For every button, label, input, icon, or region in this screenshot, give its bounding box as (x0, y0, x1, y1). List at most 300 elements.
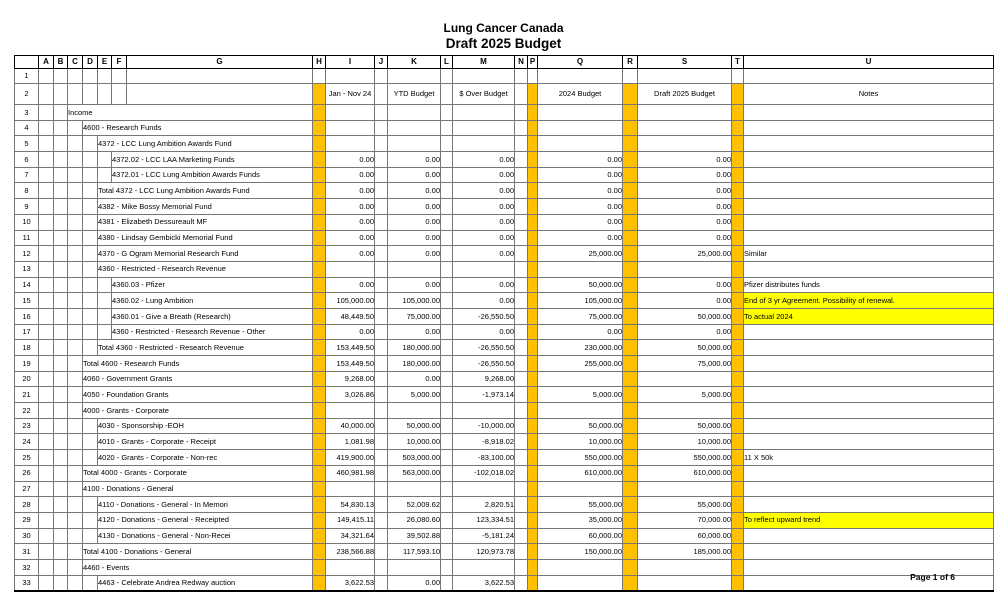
cell-Q5 (538, 136, 623, 152)
cell-Q1 (538, 69, 623, 84)
cell-K4 (388, 120, 441, 136)
cell-N30 (515, 528, 528, 544)
band-P6 (528, 152, 538, 168)
cell-S20 (638, 371, 732, 387)
cell-I33: 3,622.53 (326, 575, 375, 591)
cell-C28 (68, 497, 83, 513)
column-letter-D: D (83, 56, 98, 69)
cell-B13 (54, 261, 68, 277)
column-letter-J: J (375, 56, 388, 69)
header-notes: Notes (744, 84, 994, 105)
band-T24 (732, 434, 744, 450)
cell-K7: 0.00 (388, 167, 441, 183)
row-number-7: 7 (15, 167, 39, 183)
band-P21 (528, 387, 538, 403)
account-label-row21: 4050 - Foundation Grants (83, 387, 313, 403)
cell-I25: 419,900.00 (326, 450, 375, 466)
band-P12 (528, 246, 538, 262)
row-number-28: 28 (15, 497, 39, 513)
band-P31 (528, 544, 538, 560)
cell-J2 (375, 84, 388, 105)
cell-L11 (441, 230, 453, 246)
cell-A31 (39, 544, 54, 560)
cell-A25 (39, 450, 54, 466)
cell-N22 (515, 403, 528, 419)
cell-S14: 0.00 (638, 277, 732, 293)
band-R16 (623, 308, 638, 324)
cell-D2 (83, 84, 98, 105)
cell-K9: 0.00 (388, 199, 441, 215)
band-R7 (623, 167, 638, 183)
cell-L26 (441, 465, 453, 481)
cell-J31 (375, 544, 388, 560)
row-number-8: 8 (15, 183, 39, 199)
cell-N6 (515, 152, 528, 168)
cell-B30 (54, 528, 68, 544)
account-label-row33: 4463 - Celebrate Andrea Redway auction (98, 575, 313, 591)
column-letter-C: C (68, 56, 83, 69)
cell-B2 (54, 84, 68, 105)
cell-A4 (39, 120, 54, 136)
band-T10 (732, 214, 744, 230)
cell-J12 (375, 246, 388, 262)
cell-N13 (515, 261, 528, 277)
cell-C15 (68, 293, 83, 309)
band-T16 (732, 308, 744, 324)
cell-K25: 503,000.00 (388, 450, 441, 466)
note-cell-row31 (744, 544, 994, 560)
band-R10 (623, 214, 638, 230)
band-R28 (623, 497, 638, 513)
cell-B29 (54, 512, 68, 528)
row-number-17: 17 (15, 324, 39, 340)
cell-A29 (39, 512, 54, 528)
row-number-22: 22 (15, 403, 39, 419)
row-number-23: 23 (15, 418, 39, 434)
cell-J18 (375, 340, 388, 356)
band-P28 (528, 497, 538, 513)
cell-C12 (68, 246, 83, 262)
band-P2 (528, 84, 538, 105)
cell-D12 (83, 246, 98, 262)
row-number-4: 4 (15, 120, 39, 136)
row-number-10: 10 (15, 214, 39, 230)
row-number-2: 2 (15, 84, 39, 105)
cell-B19 (54, 356, 68, 372)
cell-K5 (388, 136, 441, 152)
cell-N26 (515, 465, 528, 481)
row-number-1: 1 (15, 69, 39, 84)
account-label-row5: 4372 - LCC Lung Ambition Awards Fund (98, 136, 313, 152)
cell-J28 (375, 497, 388, 513)
band-R8 (623, 183, 638, 199)
account-label-row12: 4370 - G Ogram Memorial Research Fund (98, 246, 313, 262)
cell-Q22 (538, 403, 623, 419)
band-P17 (528, 324, 538, 340)
band-H29 (313, 512, 326, 528)
cell-K11: 0.00 (388, 230, 441, 246)
cell-M26: -102,018.02 (453, 465, 515, 481)
cell-B12 (54, 246, 68, 262)
band-P20 (528, 371, 538, 387)
band-H7 (313, 167, 326, 183)
cell-T1 (732, 69, 744, 84)
cell-S17: 0.00 (638, 324, 732, 340)
band-H22 (313, 403, 326, 419)
row-number-30: 30 (15, 528, 39, 544)
cell-Q19: 255,000.00 (538, 356, 623, 372)
cell-N31 (515, 544, 528, 560)
cell-J11 (375, 230, 388, 246)
account-label-row29: 4120 - Donations - General - Receipted (98, 512, 313, 528)
band-R19 (623, 356, 638, 372)
account-label-row14: 4360.03 - Pfizer (112, 277, 313, 293)
cell-M28: 2,820.51 (453, 497, 515, 513)
band-P18 (528, 340, 538, 356)
cell-D24 (83, 434, 98, 450)
note-cell-row4 (744, 120, 994, 136)
note-cell-row21 (744, 387, 994, 403)
cell-A5 (39, 136, 54, 152)
cell-C10 (68, 214, 83, 230)
cell-M9: 0.00 (453, 199, 515, 215)
cell-Q17: 0.00 (538, 324, 623, 340)
cell-Q8: 0.00 (538, 183, 623, 199)
cell-L6 (441, 152, 453, 168)
note-cell-row24 (744, 434, 994, 450)
band-R31 (623, 544, 638, 560)
row-number-26: 26 (15, 465, 39, 481)
cell-S31: 185,000.00 (638, 544, 732, 560)
cell-L28 (441, 497, 453, 513)
cell-S7: 0.00 (638, 167, 732, 183)
cell-G2 (127, 84, 313, 105)
cell-N20 (515, 371, 528, 387)
cell-C17 (68, 324, 83, 340)
account-label-row22: 4000 - Grants - Corporate (83, 403, 313, 419)
cell-I8: 0.00 (326, 183, 375, 199)
cell-B1 (54, 69, 68, 84)
cell-L4 (441, 120, 453, 136)
cell-B28 (54, 497, 68, 513)
cell-K3 (388, 105, 441, 121)
cell-C6 (68, 152, 83, 168)
row-number-15: 15 (15, 293, 39, 309)
cell-Q3 (538, 105, 623, 121)
account-label-row26: Total 4000 - Grants - Corporate (83, 465, 313, 481)
cell-I18: 153,449.50 (326, 340, 375, 356)
cell-L27 (441, 481, 453, 497)
account-label-row10: 4381 - Elizabeth Dessureault MF (98, 214, 313, 230)
cell-E7 (98, 167, 112, 183)
cell-B14 (54, 277, 68, 293)
account-label-row17: 4360 - Restricted - Research Revenue - Other (112, 324, 313, 340)
cell-K21: 5,000.00 (388, 387, 441, 403)
band-R23 (623, 418, 638, 434)
cell-N24 (515, 434, 528, 450)
cell-I19: 153,449.50 (326, 356, 375, 372)
cell-N1 (515, 69, 528, 84)
cell-C16 (68, 308, 83, 324)
cell-S28: 55,000.00 (638, 497, 732, 513)
cell-M4 (453, 120, 515, 136)
cell-K17: 0.00 (388, 324, 441, 340)
cell-D30 (83, 528, 98, 544)
cell-J25 (375, 450, 388, 466)
cell-I12: 0.00 (326, 246, 375, 262)
cell-K24: 10,000.00 (388, 434, 441, 450)
cell-M3 (453, 105, 515, 121)
band-P26 (528, 465, 538, 481)
band-H16 (313, 308, 326, 324)
cell-I28: 54,830.13 (326, 497, 375, 513)
band-P4 (528, 120, 538, 136)
cell-I22 (326, 403, 375, 419)
band-T3 (732, 105, 744, 121)
account-label-row3: Income (68, 105, 313, 121)
row-number-3: 3 (15, 105, 39, 121)
row-number-18: 18 (15, 340, 39, 356)
cell-C4 (68, 120, 83, 136)
band-P16 (528, 308, 538, 324)
cell-B18 (54, 340, 68, 356)
cell-Q25: 550,000.00 (538, 450, 623, 466)
note-cell-row3 (744, 105, 994, 121)
cell-S18: 50,000.00 (638, 340, 732, 356)
band-T12 (732, 246, 744, 262)
cell-A3 (39, 105, 54, 121)
cell-A24 (39, 434, 54, 450)
band-P5 (528, 136, 538, 152)
cell-K19: 180,000.00 (388, 356, 441, 372)
cell-J5 (375, 136, 388, 152)
cell-I24: 1,081.98 (326, 434, 375, 450)
band-T20 (732, 371, 744, 387)
band-R24 (623, 434, 638, 450)
row-number-16: 16 (15, 308, 39, 324)
cell-I13 (326, 261, 375, 277)
cell-N11 (515, 230, 528, 246)
cell-J6 (375, 152, 388, 168)
cell-M33: 3,622.53 (453, 575, 515, 591)
cell-J21 (375, 387, 388, 403)
band-T31 (732, 544, 744, 560)
column-letter-K: K (388, 56, 441, 69)
cell-A23 (39, 418, 54, 434)
cell-N29 (515, 512, 528, 528)
cell-J9 (375, 199, 388, 215)
cell-Q24: 10,000.00 (538, 434, 623, 450)
cell-A9 (39, 199, 54, 215)
cell-I5 (326, 136, 375, 152)
cell-N15 (515, 293, 528, 309)
cell-Q14: 50,000.00 (538, 277, 623, 293)
band-H6 (313, 152, 326, 168)
cell-C14 (68, 277, 83, 293)
cell-A16 (39, 308, 54, 324)
band-H2 (313, 84, 326, 105)
cell-K31: 117,593.10 (388, 544, 441, 560)
row-number-19: 19 (15, 356, 39, 372)
row-number-6: 6 (15, 152, 39, 168)
cell-C7 (68, 167, 83, 183)
cell-I31: 238,566.88 (326, 544, 375, 560)
cell-M30: -5,181.24 (453, 528, 515, 544)
band-T4 (732, 120, 744, 136)
cell-I4 (326, 120, 375, 136)
cell-E14 (98, 277, 112, 293)
cell-Q10: 0.00 (538, 214, 623, 230)
cell-N3 (515, 105, 528, 121)
cell-C31 (68, 544, 83, 560)
account-label-row19: Total 4600 - Research Funds (83, 356, 313, 372)
cell-M22 (453, 403, 515, 419)
band-R13 (623, 261, 638, 277)
band-T13 (732, 261, 744, 277)
band-R20 (623, 371, 638, 387)
band-P7 (528, 167, 538, 183)
column-letter-G: G (127, 56, 313, 69)
account-label-row16: 4360.01 - Give a Breath (Research) (112, 308, 313, 324)
column-letter-T: T (732, 56, 744, 69)
cell-L24 (441, 434, 453, 450)
cell-L14 (441, 277, 453, 293)
band-H25 (313, 450, 326, 466)
row-number-20: 20 (15, 371, 39, 387)
band-H24 (313, 434, 326, 450)
cell-D17 (83, 324, 98, 340)
cell-S4 (638, 120, 732, 136)
cell-N4 (515, 120, 528, 136)
band-P10 (528, 214, 538, 230)
cell-J1 (375, 69, 388, 84)
cell-M21: -1,973.14 (453, 387, 515, 403)
cell-K10: 0.00 (388, 214, 441, 230)
corner-cell (15, 56, 39, 69)
band-T15 (732, 293, 744, 309)
cell-E15 (98, 293, 112, 309)
cell-N9 (515, 199, 528, 215)
column-letter-Q: Q (538, 56, 623, 69)
cell-N10 (515, 214, 528, 230)
cell-I14: 0.00 (326, 277, 375, 293)
cell-D14 (83, 277, 98, 293)
cell-S25: 550,000.00 (638, 450, 732, 466)
cell-L29 (441, 512, 453, 528)
band-R2 (623, 84, 638, 105)
cell-A2 (39, 84, 54, 105)
cell-Q28: 55,000.00 (538, 497, 623, 513)
band-T28 (732, 497, 744, 513)
cell-D25 (83, 450, 98, 466)
cell-N19 (515, 356, 528, 372)
cell-K22 (388, 403, 441, 419)
cell-S23: 50,000.00 (638, 418, 732, 434)
cell-D1 (83, 69, 98, 84)
band-H8 (313, 183, 326, 199)
cell-L19 (441, 356, 453, 372)
cell-J8 (375, 183, 388, 199)
band-H15 (313, 293, 326, 309)
row-number-31: 31 (15, 544, 39, 560)
band-H12 (313, 246, 326, 262)
band-T14 (732, 277, 744, 293)
cell-A22 (39, 403, 54, 419)
note-cell-row25: 11 X 50k (744, 450, 994, 466)
cell-A11 (39, 230, 54, 246)
cell-J14 (375, 277, 388, 293)
account-label-row4: 4600 - Research Funds (83, 120, 313, 136)
cell-L1 (441, 69, 453, 84)
account-label-row30: 4130 - Donations - General - Non-Recei (98, 528, 313, 544)
cell-Q9: 0.00 (538, 199, 623, 215)
cell-M19: -26,550.50 (453, 356, 515, 372)
report-title: Lung Cancer Canada (443, 21, 564, 35)
header-over-budget: $ Over Budget (453, 84, 515, 105)
band-R9 (623, 199, 638, 215)
column-letter-E: E (98, 56, 112, 69)
band-T11 (732, 230, 744, 246)
band-T9 (732, 199, 744, 215)
cell-Q13 (538, 261, 623, 277)
cell-C18 (68, 340, 83, 356)
cell-S30: 60,000.00 (638, 528, 732, 544)
column-letter-S: S (638, 56, 732, 69)
cell-N27 (515, 481, 528, 497)
cell-S6: 0.00 (638, 152, 732, 168)
band-H21 (313, 387, 326, 403)
cell-A20 (39, 371, 54, 387)
cell-A1 (39, 69, 54, 84)
band-P25 (528, 450, 538, 466)
band-R15 (623, 293, 638, 309)
cell-N21 (515, 387, 528, 403)
band-T27 (732, 481, 744, 497)
report-subtitle: Draft 2025 Budget (445, 36, 562, 51)
band-H27 (313, 481, 326, 497)
cell-I27 (326, 481, 375, 497)
account-label-row8: Total 4372 - LCC Lung Ambition Awards Fund (98, 183, 313, 199)
band-R12 (623, 246, 638, 262)
band-P13 (528, 261, 538, 277)
cell-L10 (441, 214, 453, 230)
band-P27 (528, 481, 538, 497)
cell-L21 (441, 387, 453, 403)
cell-I26: 460,981.98 (326, 465, 375, 481)
cell-J17 (375, 324, 388, 340)
cell-M10: 0.00 (453, 214, 515, 230)
cell-B22 (54, 403, 68, 419)
cell-C24 (68, 434, 83, 450)
cell-Q29: 35,000.00 (538, 512, 623, 528)
cell-C21 (68, 387, 83, 403)
cell-B16 (54, 308, 68, 324)
cell-Q15: 105,000.00 (538, 293, 623, 309)
cell-Q26: 610,000.00 (538, 465, 623, 481)
cell-N7 (515, 167, 528, 183)
cell-B20 (54, 371, 68, 387)
band-T25 (732, 450, 744, 466)
cell-A13 (39, 261, 54, 277)
account-label-row9: 4382 - Mike Bossy Memorial Fund (98, 199, 313, 215)
band-P30 (528, 528, 538, 544)
account-label-row25: 4020 - Grants - Corporate - Non-rec (98, 450, 313, 466)
cell-J24 (375, 434, 388, 450)
cell-N17 (515, 324, 528, 340)
band-H19 (313, 356, 326, 372)
band-R11 (623, 230, 638, 246)
band-H11 (313, 230, 326, 246)
